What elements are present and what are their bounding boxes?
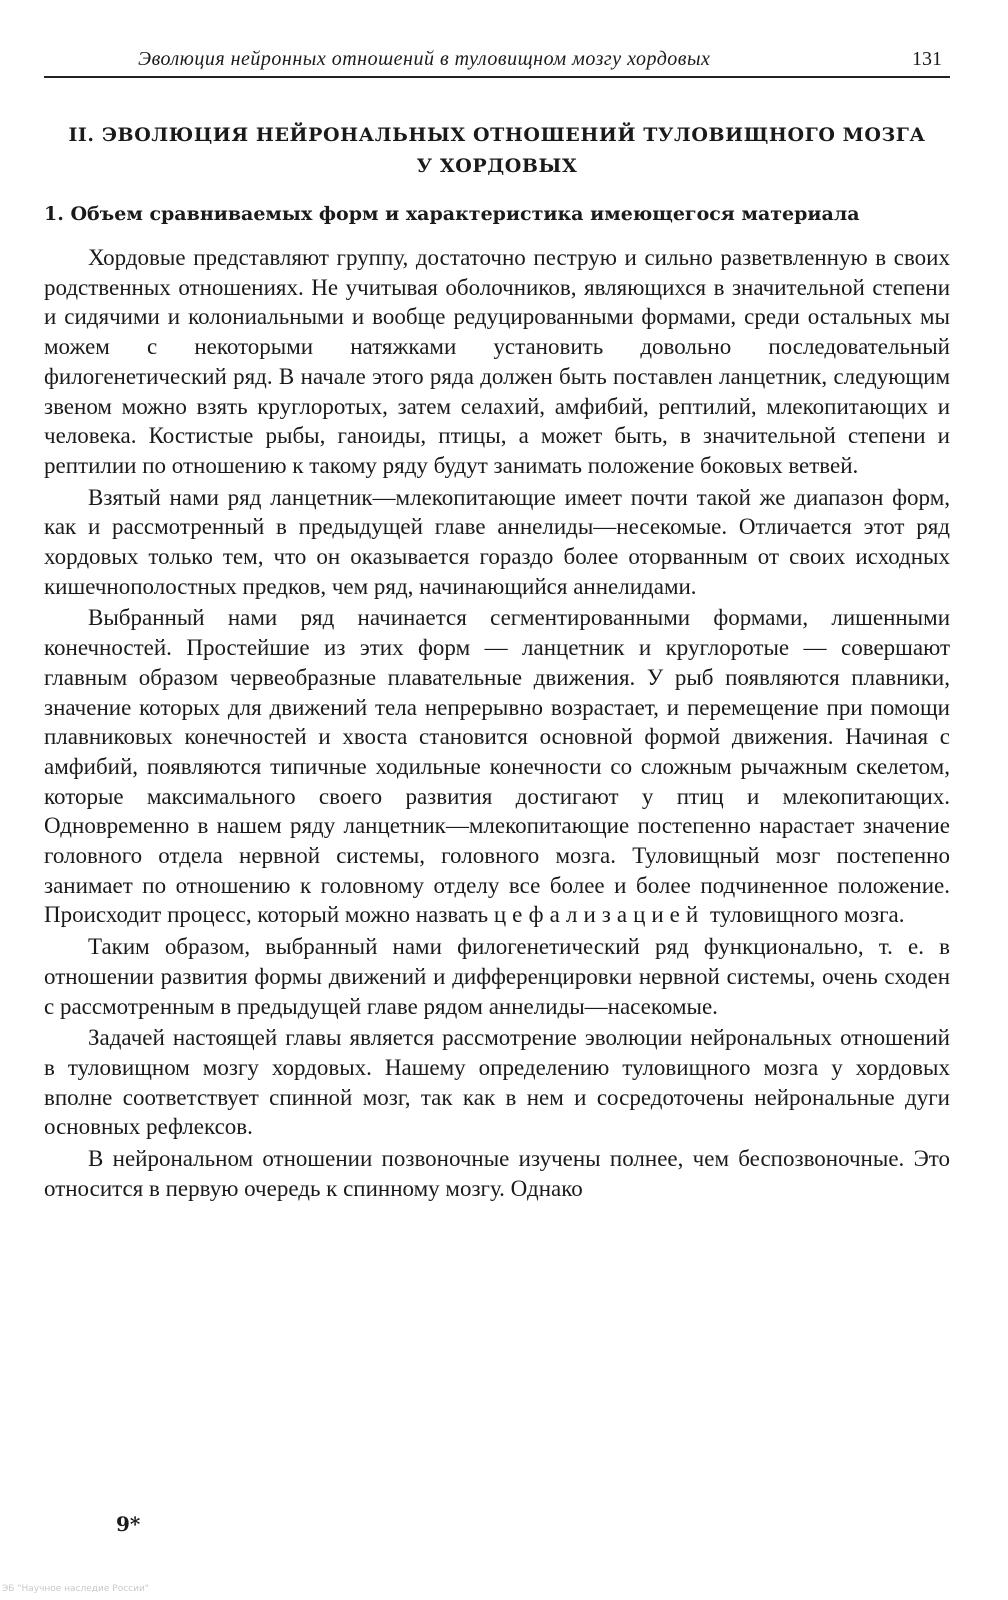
chapter-title-line-2: У ХОРДОВЫХ [416,155,578,177]
watermark: ЭБ "Научное наследие России" [2,1584,149,1594]
section-title: 1. Объем сравниваемых форм и характеристика имеющегося материала [44,203,860,225]
paragraph-6: В нейрональном отношении позвоночные изучены полнее, чем беспозвоночные. Это относится в первую очередь к спинному мозгу. Однако [44,1146,950,1201]
running-title: Эволюция нейронных отношений в туловищном мозгу хордовых [138,48,711,70]
paragraph-1: Хордовые представляют группу, достаточно пеструю и сильно разветвленную в своих родственных отношениях. Не учитывая оболочников, являющихся в значительной степени и сидячими и колониальными и вообще редуцированными формами, среди остальных мы можем с некоторыми натяжками установить довольно последовательный филогенетический ряд. В начале этого ряда должен быть поставлен ланцетник, следующим звеном можно взять круглоротых, затем селахий, амфибий, рептилий, млекопитающих и человека. Костистые рыбы, ганоиды, птицы, а может быть, в значительной степени и рептилии по отношению к такому ряду будут занимать положение боковых ветвей. [44,245,950,478]
paragraph-4: Таким образом, выбранный нами филогенетический ряд функционально, т. е. в отношении развития формы движений и дифференцировки нервной системы, очень сходен с рассмотренным в предыдущей главе рядом аннелиды—насекомые. [44,934,950,1019]
paragraph-3 [44,603,950,930]
paragraph-3-main: Выбранный нами ряд начинается сегментированными формами, лишенными конечностей. Простейшие из этих форм — ланцетник и круглоротые — совершают главным образом червеобразные плавательные движения. У рыб появляются плавники, значение которых для движений тела непрерывно возрастает, и перемещение при помощи плавниковых конечностей и хвоста становится основной формой движения. Начиная с амфибий, появляются типичные ходильные конечности со сложным рычажным скелетом, которые максимального своего развития достигают у птиц и млекопитающих. Одновременно в нашем ряду ланцетник—млекопитающие постепенно нарастает значение головного отдела нервной системы, головного мозга. Туловищный мозг постепенно занимает по отношению к головному отделу все более и более подчиненное положение. Происходит процесс, который можно назвать [44,605,950,928]
book-page [44,0,950,1600]
chapter-title [44,120,950,182]
signature-mark: 9* [116,1512,141,1536]
paragraph-2: Взятый нами ряд ланцетник—млекопитающие имеет почти такой же диапазон форм, как и рассмотренный в предыдущей главе аннелиды—несекомые. Отличается этот ряд хордовых только тем, что он оказывается гораздо более оторванным от своих исходных кишечнополостных предков, чем ряд, начинающийся аннелидами. [44,484,950,599]
paragraph-3-end: туловищного мозга. [709,902,905,928]
chapter-title-line-1: II. ЭВОЛЮЦИЯ НЕЙРОНАЛЬНЫХ ОТНОШЕНИЙ ТУЛОВИЩНОГО МОЗГА [68,124,926,146]
running-head [44,48,950,78]
emphasized-term: цефализацией [493,902,705,928]
body-text [44,243,950,1206]
page-number: 131 [912,48,942,70]
paragraph-5: Задачей настоящей главы является рассмотрение эволюции нейрональных отношений в туловищном мозгу хордовых. Нашему определению туловищного мозга у хордовых вполне соответствует спинной мозг, так как в нем и сосредоточены нейрональные дуги основных рефлексов. [44,1025,950,1140]
